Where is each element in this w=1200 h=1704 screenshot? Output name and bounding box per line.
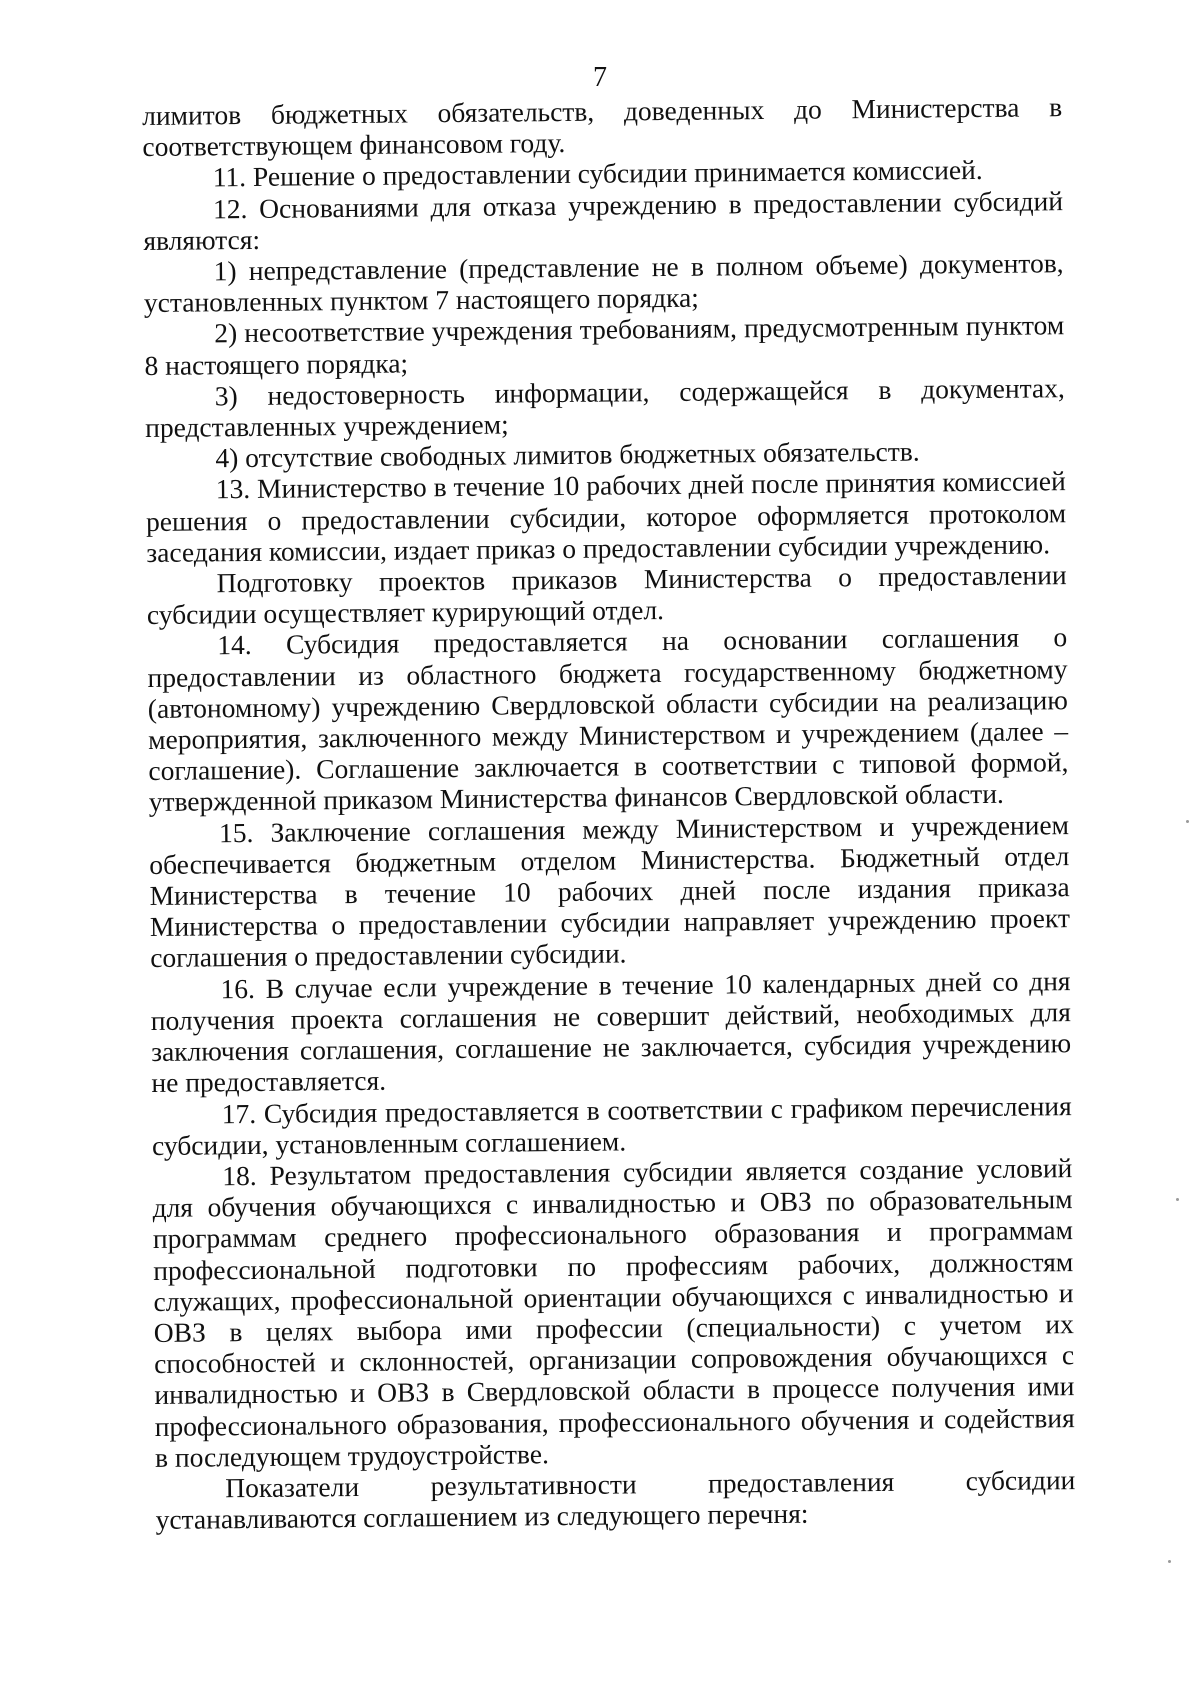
list-item-4: 4) отсутствие свободных лимитов бюджетных обязательств. [215, 435, 920, 474]
paragraph-13-continuation: Подготовку проектов приказов Министерства о предоставлении субсидии осуществляет курирующий отдел. [146, 559, 1067, 631]
paragraph-17: 17. Субсидия предоставляется в соответствии с графиком перечисления субсидии, установленным соглашением. [151, 1089, 1072, 1161]
list-item-3: 3) недостоверность информации, содержащейся в документах, представленных учреждением; [144, 371, 1065, 444]
scan-artifact [1168, 1560, 1171, 1563]
paragraph-15: 15. Заключение соглашения между Министерством и учреждением обеспечивается бюджетным отделом Министерства. Бюджетный отдел Министерства в течение 10 рабочих дней после издания приказа Министерства о предоставлении субсидии направляет учреждению проект соглашения о предоставлении субсидии. [149, 808, 1071, 974]
paragraph-13: 13. Министерство в течение 10 рабочих дней после принятия комиссией решения о предоставлении субсидии, которое оформляется протоколом заседания комиссии, издает приказ о предоставлении субсидии учреждению. [145, 465, 1067, 568]
scan-artifact [1176, 1198, 1179, 1201]
scan-artifact [1186, 820, 1189, 823]
page-number: 7 [593, 62, 607, 93]
paragraph-11: 11. Решение о предоставлении субсидии принимается комиссией. [212, 154, 983, 193]
paragraph-indicators: Показатели результативности предоставления субсидии устанавливаются соглашением из следующего перечня: [155, 1464, 1076, 1536]
list-item-2: 2) несоответствие учреждения требованиям, предусмотренным пунктом 8 настоящего порядка; [144, 309, 1065, 381]
paragraph-18: 18. Результатом предоставления субсидии является создание условий для обучения обучающихся с инвалидностью и ОВЗ по образовательным программам среднего профессионального образования и программам профессиональной подготовки по профессиям рабочих, должностям служащих, профессиональной ориентации обучающихся с инвалидностью и ОВЗ в целях выбора ими профессии (специальности) с учетом их способностей и склонностей, организации сопровождения обучающихся с инвалидностью и ОВЗ в Свердловской области в процессе получения ими профессионального образования, профессионального обучения и содействия в последующем трудоустройстве. [152, 1152, 1075, 1473]
paragraph-16: 16. В случае если учреждение в течение 10 календарных дней со дня получения проекта соглашения не совершит действий, необходимых для заключения соглашения, соглашение не заключается, субсидия учреждению не предоставляется. [150, 964, 1072, 1099]
paragraph-12: 12. Основаниями для отказа учреждению в предоставлении субсидий являются: [143, 184, 1064, 256]
paragraph-14: 14. Субсидия предоставляется на основании соглашения о предоставлении из областного бюджета государственному бюджетному (автономному) учреждению Свердловской области субсидии на реализацию мероприятия, заключенного между Министерством и учреждением (далее – соглашение). Соглашение заключается в соответствии с типовой формой, утвержденной приказом Министерства финансов Свердловской области. [147, 621, 1069, 818]
paragraph-continuation: лимитов бюджетных обязательств, доведенных до Министерства в соответствующем финансовом году. [142, 91, 1063, 163]
list-item-1: 1) непредставление (представление не в полном объеме) документов, установленных пунктом 7 настоящего порядка; [143, 247, 1064, 319]
document-body [142, 91, 1076, 1535]
